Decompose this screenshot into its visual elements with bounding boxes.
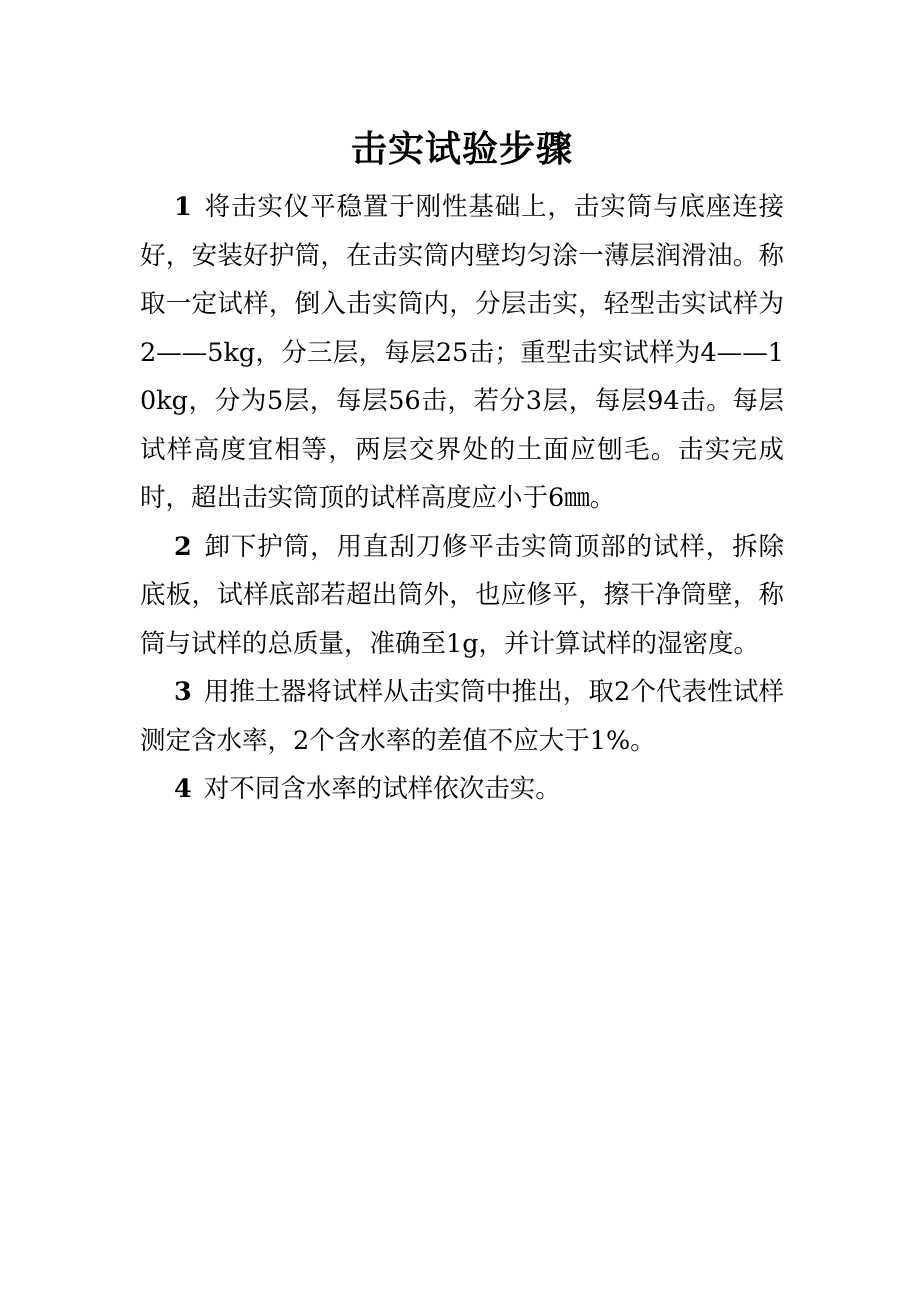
step-text: 将击实仪平稳置于刚性基础上，击实筒与底座连接好，安装好护筒，在击实筒内壁均匀涂一薄层润滑油。称取一定试样，倒入击实筒内，分层击实，轻型击实试样为2——5kg，分三层，每层25击；重型击实试样为4——10kg，分为5层，每层56击，若分3层，每层94击。每层试样高度宜相等，两层交界处的土面应刨毛。击实完成时，超出击实筒顶的试样高度应小于6㎜。 [140,192,784,513]
step-text: 对不同含水率的试样依次击实。 [203,774,561,804]
document-title: 击实试验步骤 [350,128,573,170]
step-number: 2 [174,531,192,562]
document-body [140,121,784,814]
step-text: 用推土器将试样从击实筒中推出，取2个代表性试样测定含水率，2个含水率的差值不应大于1%。 [140,677,784,756]
step-item-4 [140,765,784,814]
step-number: 3 [174,677,192,707]
step-item-1 [140,183,784,523]
step-item-2 [140,523,784,669]
step-number: 4 [174,774,192,804]
step-item-3 [140,668,784,765]
step-number: 1 [174,192,192,222]
step-text: 卸下护筒，用直刮刀修平击实筒顶部的试样，拆除底板，试样底部若超出筒外，也应修平，擦干净筒壁，称筒与试样的总质量，准确至1g，并计算试样的湿密度。 [140,531,784,659]
